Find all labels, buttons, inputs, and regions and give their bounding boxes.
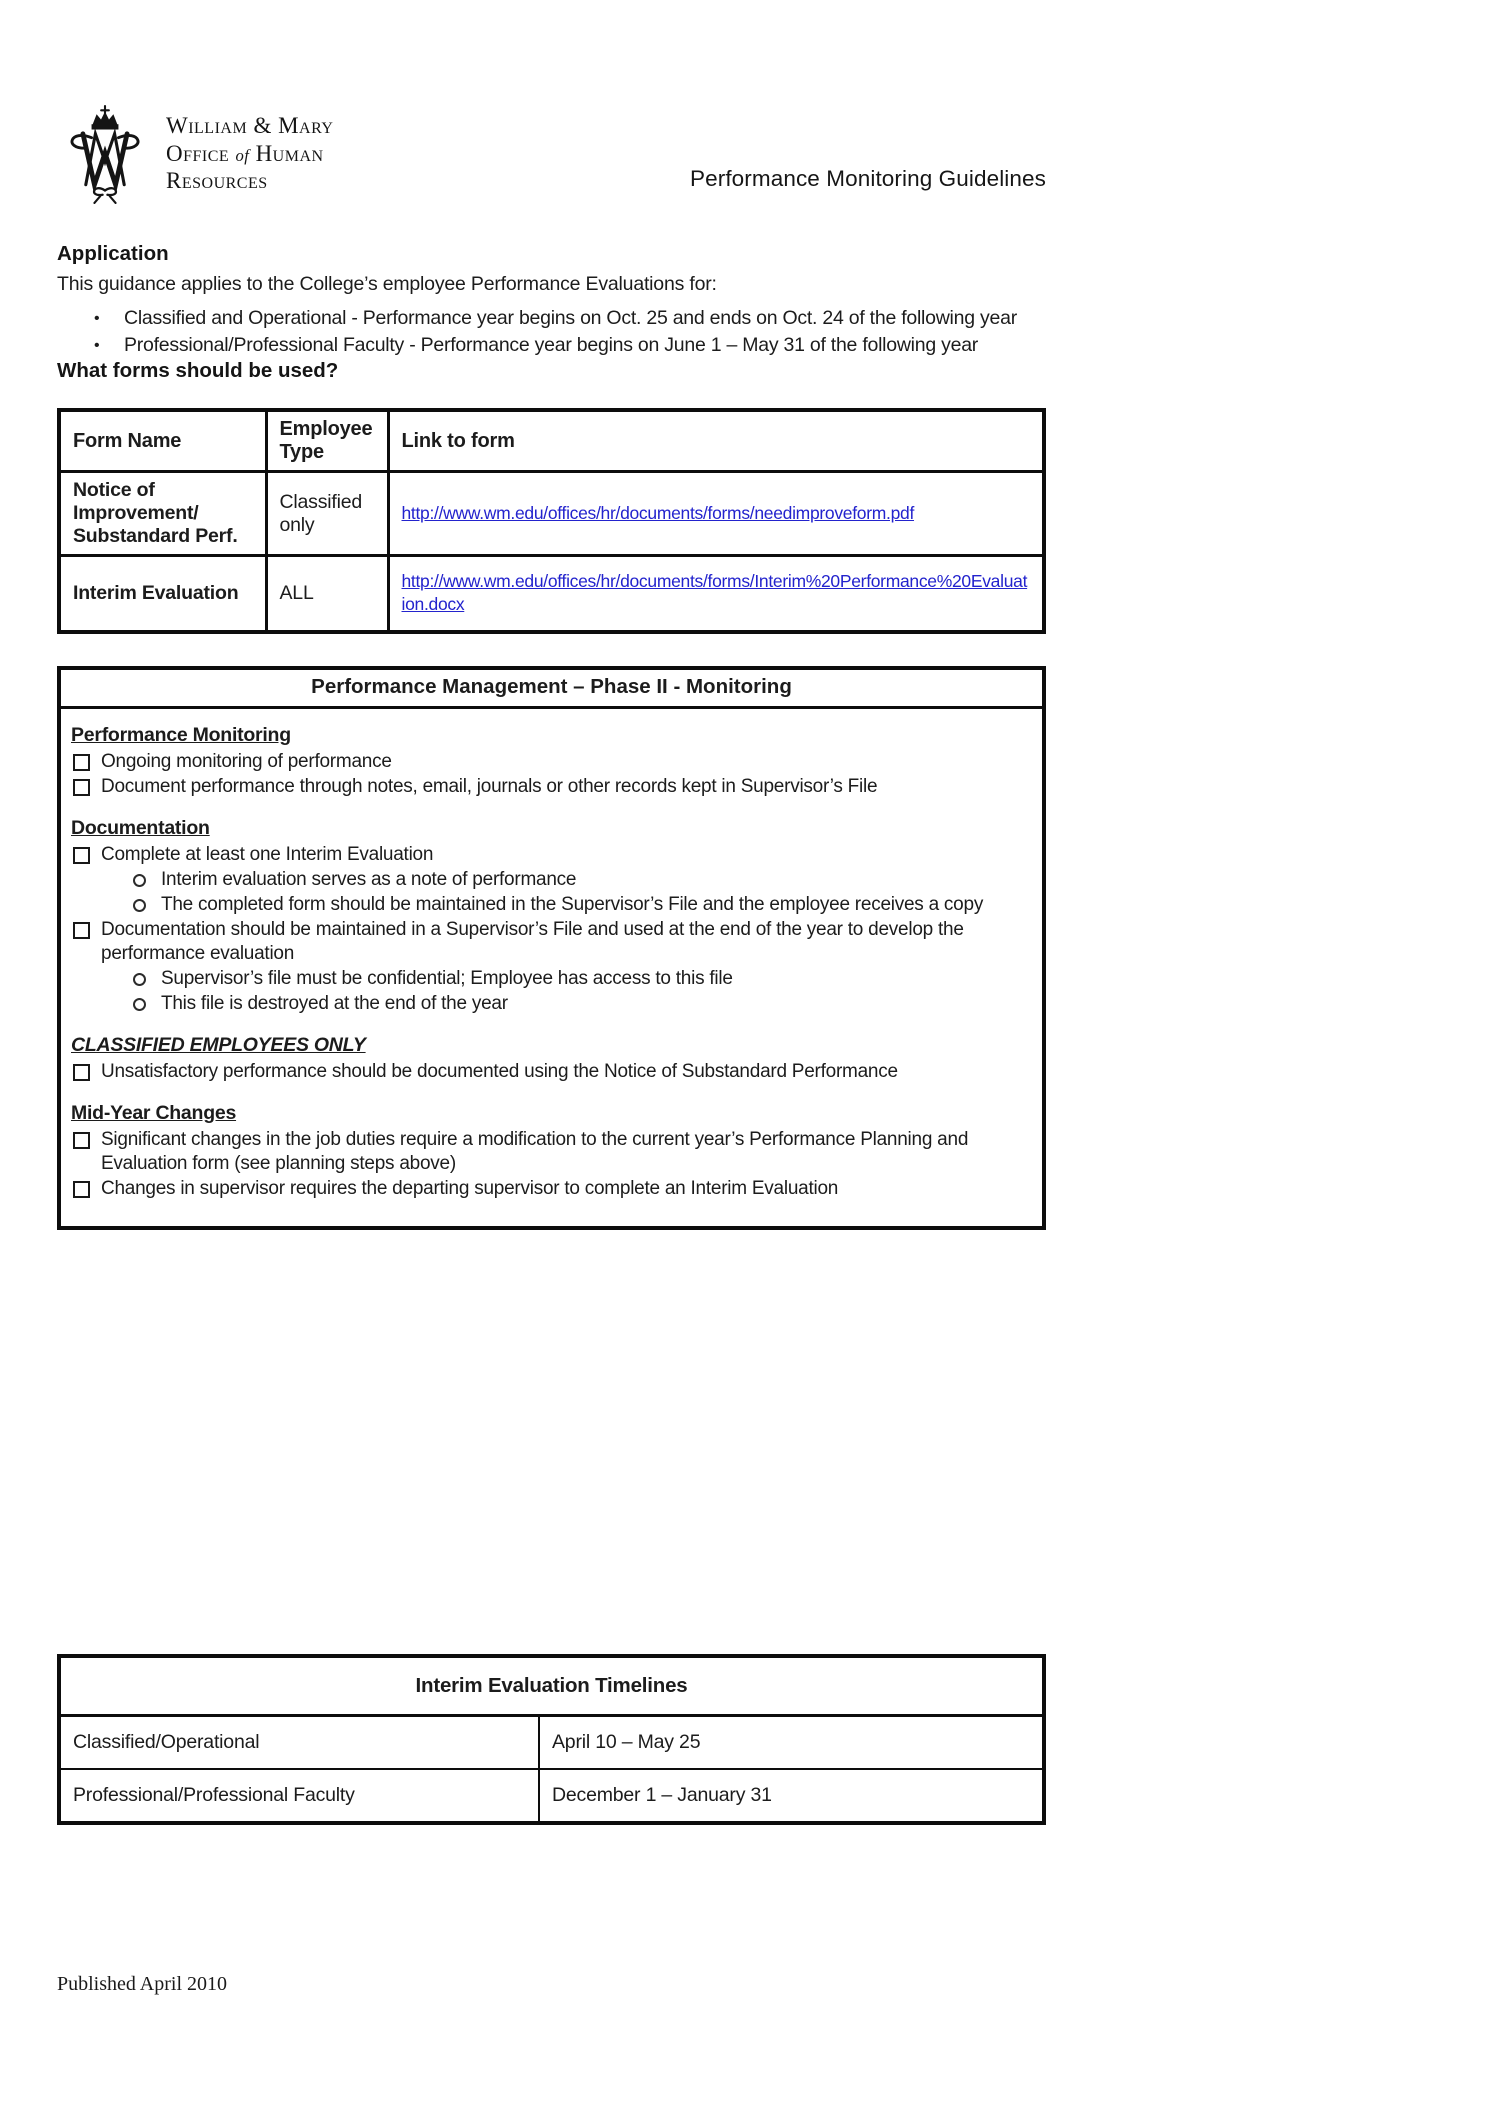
checklist-item	[69, 1060, 1036, 1084]
monitor-section	[69, 1033, 1036, 1084]
checklist-item-text: Complete at least one Interim Evaluation	[101, 843, 434, 865]
form-link-cell	[388, 472, 1044, 556]
wordmark-of: of	[235, 145, 250, 165]
bullet-dot-icon: •	[94, 310, 100, 327]
document-content	[57, 0, 1046, 1996]
application-bullet	[57, 305, 1046, 332]
document-header	[57, 0, 1046, 204]
wordmark-line: Resources	[166, 168, 268, 194]
page-title: Performance Monitoring Guidelines	[690, 166, 1046, 191]
checkbox-icon	[73, 1064, 90, 1081]
checklist-sub-item-text: The completed form should be maintained in the Supervisor’s File and the employee receives a copy	[161, 893, 984, 915]
form-link-cell	[388, 556, 1044, 632]
circle-bullet-icon	[133, 998, 146, 1011]
checklist-item	[69, 1128, 1036, 1176]
timeline-group-cell: Professional/Professional Faculty	[59, 1769, 539, 1823]
bullet-text: Professional/Professional Faculty - Performance year begins on June 1 – May 31 of the following year	[124, 334, 979, 356]
application-heading: Application	[57, 242, 169, 265]
forms-column-header: Form Name	[59, 410, 266, 472]
wm-hr-wordmark	[166, 104, 333, 195]
monitor-section-heading	[71, 1101, 1036, 1125]
timelines-table	[57, 1654, 1046, 1826]
application-bullet	[57, 332, 1046, 359]
timeline-row	[59, 1715, 1044, 1769]
form-name-cell: Interim Evaluation	[59, 556, 266, 632]
forms-column-header: Link to form	[388, 410, 1044, 472]
checklist-item	[69, 775, 1036, 799]
checklist-item-text: Unsatisfactory performance should be documented using the Notice of Substandard Performance	[101, 1060, 898, 1082]
monitor-section-heading-text: Performance Monitoring	[71, 723, 291, 746]
employee-type-cell: ALL	[266, 556, 388, 632]
circle-bullet-icon	[133, 874, 146, 887]
checkbox-icon	[73, 922, 90, 939]
wm-cypher-logo-icon	[57, 104, 153, 204]
form-link[interactable]: http://www.wm.edu/offices/hr/documents/forms/Interim%20Performance%20Evaluation.docx	[401, 571, 1028, 615]
monitor-section-heading	[71, 1033, 1036, 1057]
checklist-sub-item	[69, 967, 1036, 991]
checklist-sub-item-text: This file is destroyed at the end of the year	[161, 992, 508, 1014]
form-link[interactable]: http://www.wm.edu/offices/hr/documents/forms/needimproveform.pdf	[401, 503, 915, 523]
checklist-item-text: Significant changes in the job duties require a modification to the current year’s Performance Planning and Evaluation form (see planning steps above)	[101, 1128, 969, 1174]
checklist-item-text: Document performance through notes, email, journals or other records kept in Supervisor’s File	[101, 775, 878, 797]
application-bullet-list	[57, 305, 1046, 359]
timelines-title-row	[59, 1656, 1044, 1716]
wordmark-line: William & Mary	[166, 113, 334, 138]
monitor-section	[69, 1101, 1036, 1201]
checklist-item	[69, 1177, 1036, 1201]
timelines-title: Interim Evaluation Timelines	[59, 1656, 1044, 1716]
checklist-item-text: Ongoing monitoring of performance	[101, 750, 392, 772]
bullet-dot-icon: •	[94, 337, 100, 354]
checklist-item	[69, 843, 1036, 867]
circle-bullet-icon	[133, 973, 146, 986]
timeline-row	[59, 1769, 1044, 1823]
checklist-item	[69, 750, 1036, 774]
wm-hr-logo-group	[57, 104, 333, 204]
checklist-sub-item	[69, 893, 1036, 917]
checklist-item	[69, 918, 1036, 966]
monitor-section-heading-text: Mid-Year Changes	[71, 1101, 237, 1124]
checklist-sub-item-text: Interim evaluation serves as a note of performance	[161, 868, 577, 890]
application-section	[57, 242, 1046, 359]
bullet-text: Classified and Operational - Performance year begins on Oct. 25 and ends on Oct. 24 of the following year	[124, 307, 1017, 329]
published-date: Published April 2010	[57, 1973, 228, 1995]
checkbox-icon	[73, 1181, 90, 1198]
circle-bullet-icon	[133, 899, 146, 912]
checklist-sub-item	[69, 868, 1036, 892]
monitor-section	[69, 816, 1036, 1016]
forms-header-row	[59, 410, 1044, 472]
form-name-cell: Notice of Improvement/ Substandard Perf.	[59, 472, 266, 556]
monitoring-box-title: Performance Management – Phase II - Monitoring	[61, 670, 1042, 709]
forms-table-row	[59, 472, 1044, 556]
employee-type-cell: Classified only	[266, 472, 388, 556]
monitoring-box	[57, 666, 1046, 1230]
checklist-item-text: Changes in supervisor requires the departing supervisor to complete an Interim Evaluation	[101, 1177, 839, 1199]
timeline-period-cell: April 10 – May 25	[539, 1715, 1044, 1769]
monitor-section-heading	[71, 816, 1036, 840]
forms-table-row	[59, 556, 1044, 632]
checklist-sub-item-text: Supervisor’s file must be confidential; Employee has access to this file	[161, 967, 733, 989]
monitor-section-heading-text: Documentation	[71, 816, 210, 839]
application-intro: This guidance applies to the College’s employee Performance Evaluations for:	[57, 273, 717, 295]
forms-column-header: Employee Type	[266, 410, 388, 472]
monitor-section	[69, 723, 1036, 799]
checkbox-icon	[73, 1132, 90, 1149]
monitor-section-heading	[71, 723, 1036, 747]
checkbox-icon	[73, 779, 90, 796]
checklist-item-text: Documentation should be maintained in a Supervisor’s File and used at the end of the year to develop the performance evaluation	[101, 918, 964, 964]
forms-heading: What forms should be used?	[57, 359, 339, 382]
monitoring-box-body	[61, 709, 1042, 1226]
checkbox-icon	[73, 754, 90, 771]
monitor-section-heading-text: CLASSIFIED EMPLOYEES ONLY	[71, 1033, 366, 1056]
checkbox-icon	[73, 847, 90, 864]
wordmark-line: Office of Human	[166, 140, 324, 166]
timeline-period-cell: December 1 – January 31	[539, 1769, 1044, 1823]
forms-table	[57, 408, 1046, 634]
checklist-sub-item	[69, 992, 1036, 1016]
timeline-group-cell: Classified/Operational	[59, 1715, 539, 1769]
